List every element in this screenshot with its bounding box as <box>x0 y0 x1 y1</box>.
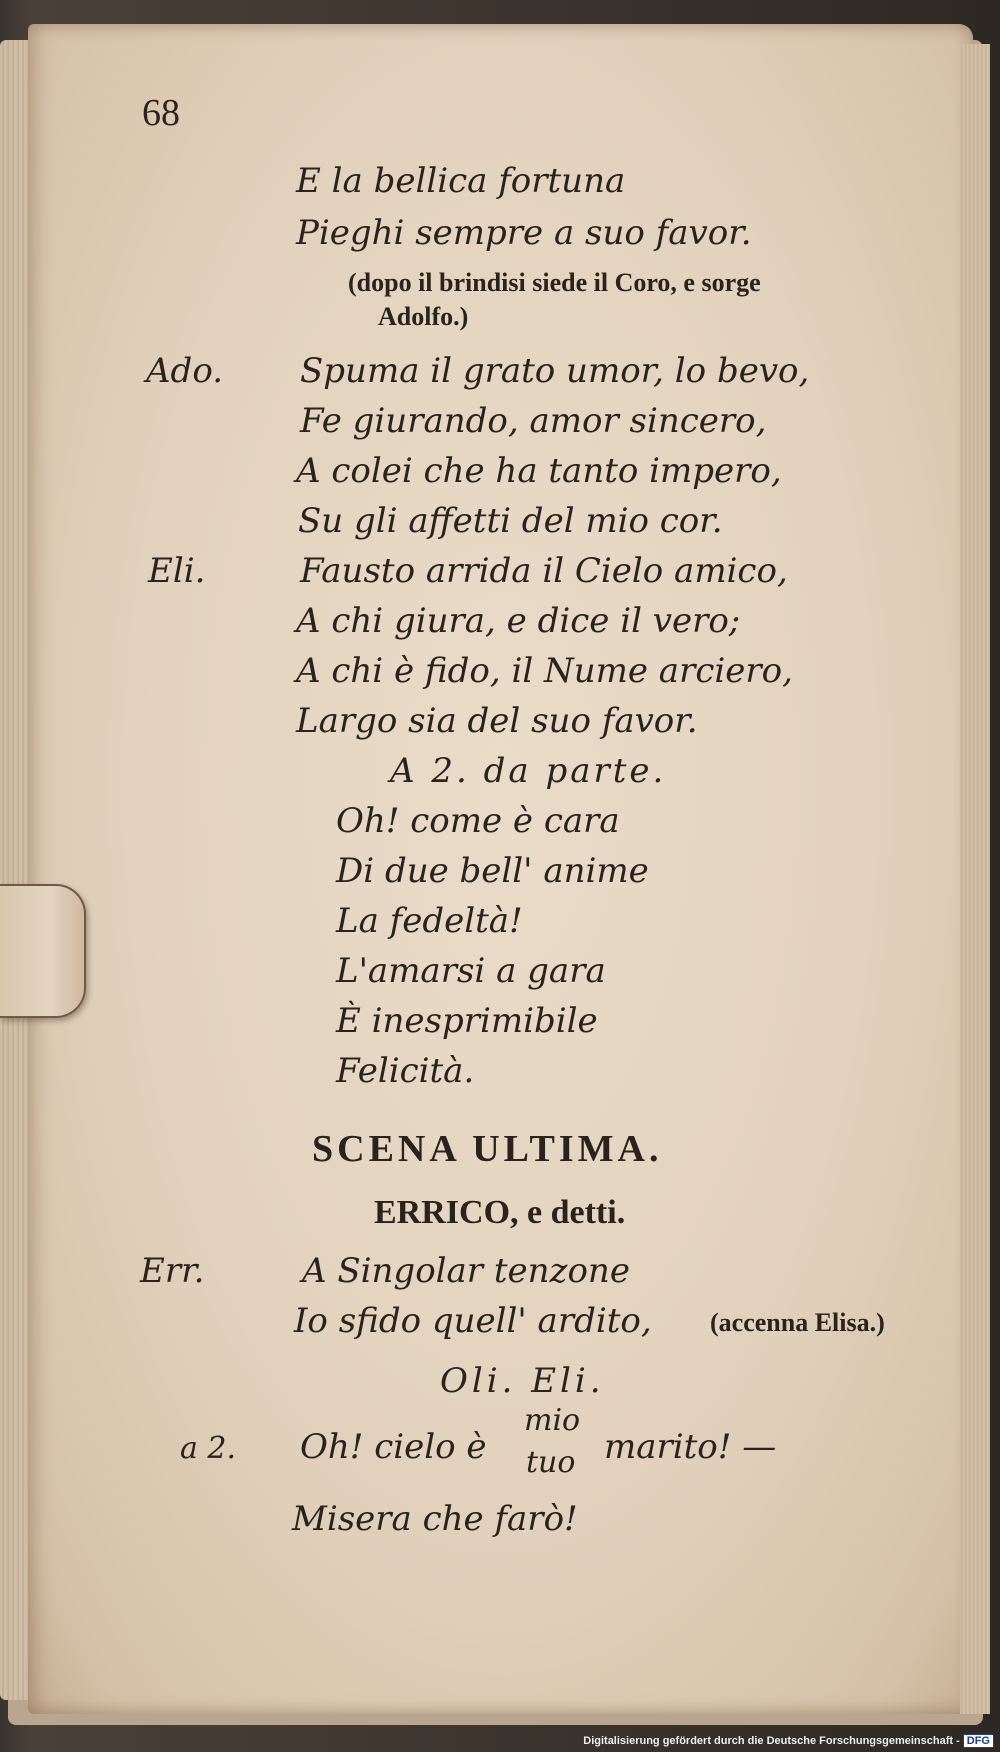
stacked-word-top: mio <box>524 1403 581 1438</box>
verse-line: A Singolar tenzone <box>302 1251 630 1291</box>
stage-direction: Adolfo.) <box>378 302 469 331</box>
verse-line: Oh! cielo è <box>300 1427 487 1467</box>
speaker-label: Eli. <box>148 551 206 591</box>
verse-line: È inesprimibile <box>336 1001 598 1041</box>
dfg-logo-icon: DFG <box>963 1734 994 1748</box>
verse-line: E la bellica fortuna <box>296 161 626 201</box>
bookmark-tab <box>0 884 86 1018</box>
verse-line: Largo sia del suo favor. <box>296 701 698 741</box>
verse-line: A chi è fido, il Nume arciero, <box>296 651 793 691</box>
verse-line: La fedeltà! <box>336 901 523 941</box>
verse-line: Su gli affetti del mio cor. <box>298 501 723 541</box>
scene-characters: ERRICO, e detti. <box>374 1194 626 1231</box>
verse-line: Pieghi sempre a suo favor. <box>296 213 752 253</box>
speakers-heading: Oli. Eli. <box>440 1361 605 1401</box>
stage-direction: (accenna Elisa.) <box>710 1308 885 1337</box>
verse-line: Di due bell' anime <box>336 851 649 891</box>
verse-line: Oh! come è cara <box>336 801 620 841</box>
stacked-word-bottom: tuo <box>526 1445 576 1480</box>
verse-line: A chi giura, e dice il vero; <box>296 601 741 641</box>
digitization-credit <box>583 1734 994 1748</box>
verse-line: L'amarsi a gara <box>336 951 606 991</box>
verse-line: Io sfido quell' ardito, <box>294 1301 652 1341</box>
speaker-label: a 2. <box>180 1431 237 1466</box>
verse-line: Misera che farò! <box>292 1499 578 1539</box>
speaker-label: Ado. <box>146 351 223 391</box>
verse-line: A colei che ha tanto impero, <box>296 451 782 491</box>
verse-line: Spuma il grato umor, lo bevo, <box>300 351 810 391</box>
credit-text: Digitalisierung gefördert durch die Deutsche Forschungsgemeinschaft - <box>583 1735 960 1747</box>
verse-line: Fe giurando, amor sincero, <box>300 401 767 441</box>
stage-direction: (dopo il brindisi siede il Coro, e sorge <box>348 268 761 297</box>
duet-heading: A 2. da parte. <box>390 751 667 791</box>
speaker-label: Err. <box>140 1251 205 1291</box>
verse-line: Felicità. <box>336 1051 475 1091</box>
page-number: 68 <box>142 92 180 134</box>
verse-line: Fausto arrida il Cielo amico, <box>300 551 788 591</box>
verse-line: marito! — <box>604 1427 777 1467</box>
page-stack-right <box>960 44 990 1714</box>
scene-title: SCENA ULTIMA. <box>312 1128 663 1170</box>
